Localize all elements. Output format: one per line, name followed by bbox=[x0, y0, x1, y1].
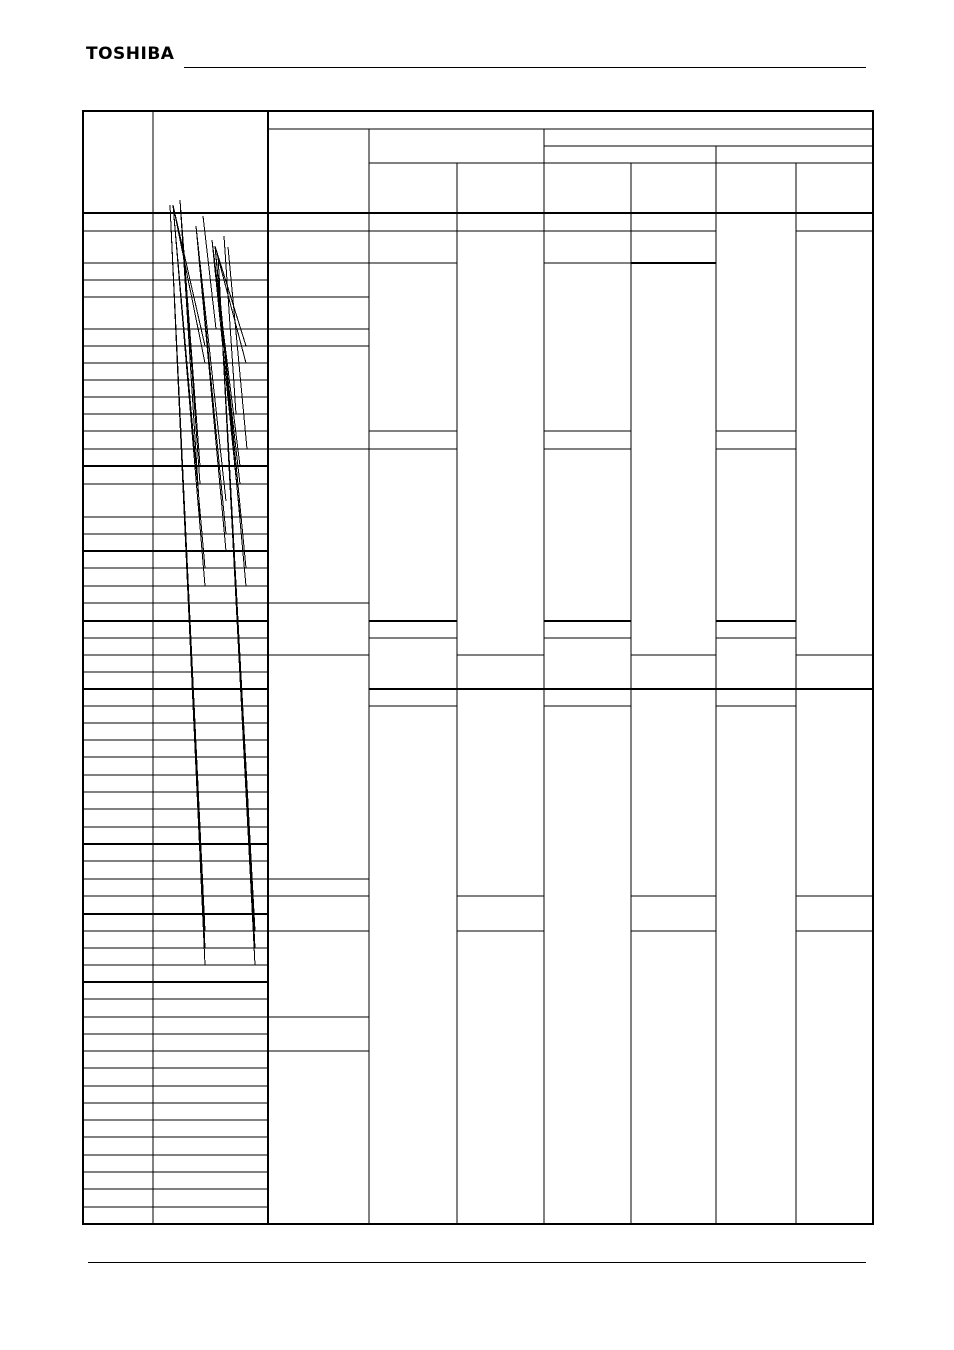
footer-rule bbox=[88, 1262, 866, 1263]
overbar bbox=[218, 255, 255, 965]
overbar bbox=[196, 226, 226, 551]
toshiba-logo: TOSHIBA bbox=[86, 44, 175, 64]
